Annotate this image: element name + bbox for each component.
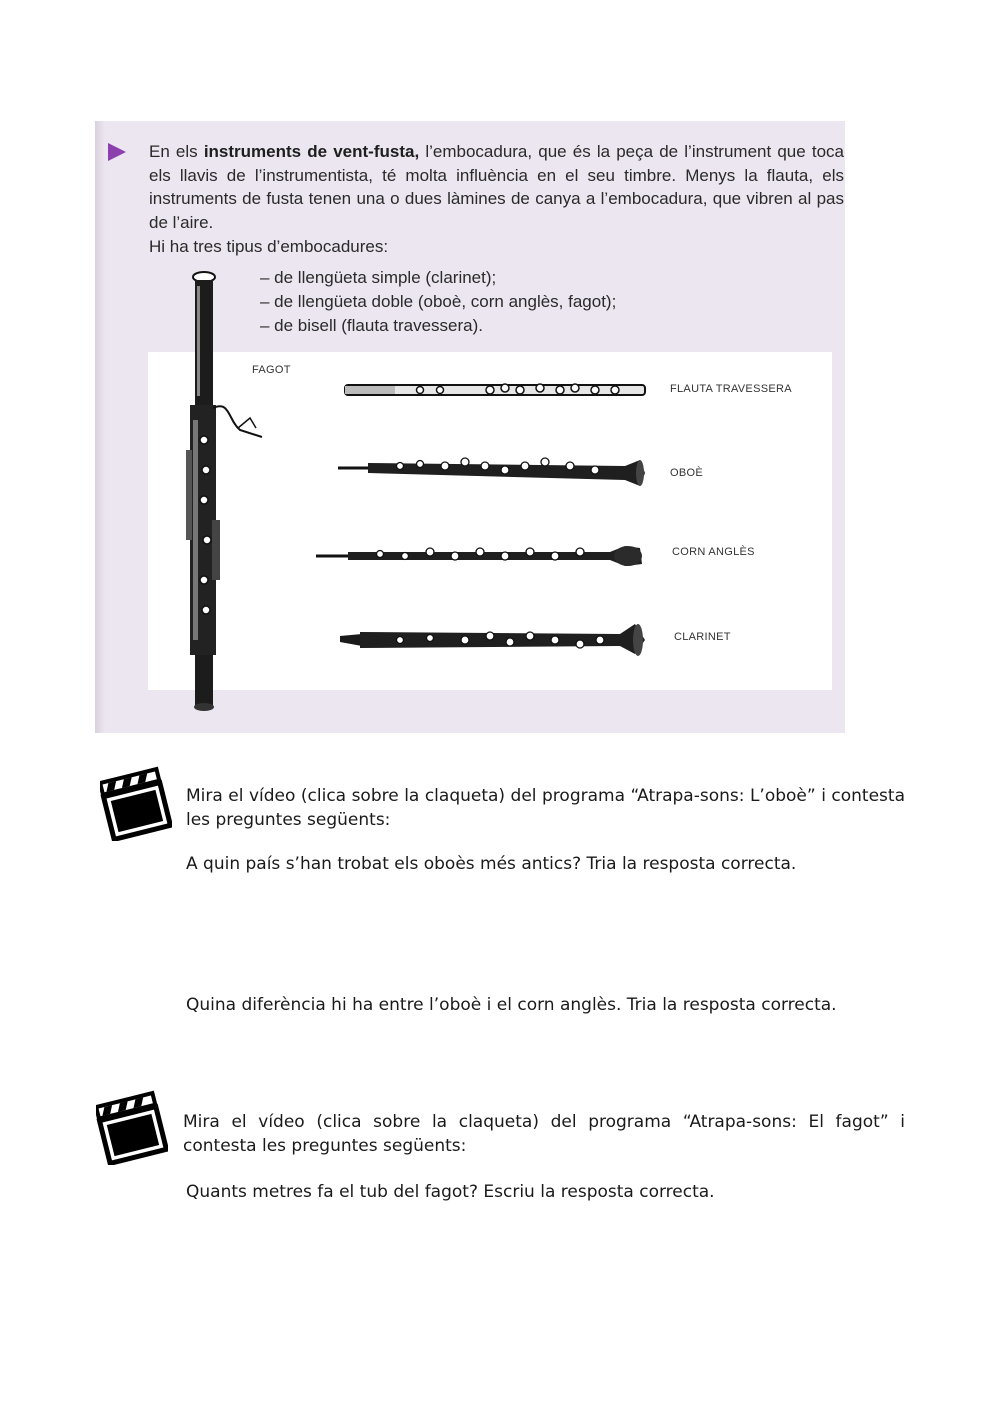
mouthpiece-types-intro: Hi ha tres tipus d’embocadures: (149, 237, 389, 256)
clarinet-drawing (340, 624, 645, 656)
question-bassoon-length: Quants metres fa el tub del fagot? Escriu la resposta correcta. (186, 1182, 715, 1202)
question-oboe-vs-corn: Quina diferència hi ha entre l’oboè i el corn anglès. Tria la resposta correcta. (186, 995, 837, 1015)
mouthpiece-type-item: – de bisell (flauta travessera). (260, 316, 483, 335)
video-instruction-oboe: Mira el vídeo (clica sobre la claqueta) del programa “Atrapa-sons: L’oboè” i contesta les preguntes següents: (186, 786, 905, 830)
mouthpiece-type-item: – de llengüeta simple (clarinet); (260, 268, 497, 287)
cor-anglais-drawing (316, 546, 642, 566)
intro-bold-term: instruments de vent-fusta, (203, 142, 420, 161)
label-flauta: FLAUTA TRAVESSERA (670, 383, 792, 395)
oboe-drawing (338, 458, 645, 486)
clapperboard-icon[interactable] (96, 1087, 168, 1165)
label-corn-angles: CORN ANGLÈS (672, 546, 755, 558)
label-clarinet: CLARINET (674, 631, 731, 643)
intro-rest: l’embocadura, que és la peça de l’instrument que toca els llavis de l’instrumentista, té molta influència en el seu timbre. Menys la flauta, els instruments de fusta tenen una o dues làmines de canya a l’embocadura, que vibren al pas de l’aire. (149, 142, 844, 232)
flute-drawing (345, 384, 645, 395)
label-oboe: OBOÈ (670, 467, 703, 479)
intro-prefix: En els (149, 142, 204, 161)
label-fagot: FAGOT (252, 364, 291, 376)
mouthpiece-type-item: – de llengüeta doble (oboè, corn anglès, fagot); (260, 292, 617, 311)
question-oldest-oboes: A quin país s’han trobat els oboès més antics? Tria la resposta correcta. (186, 854, 797, 874)
bassoon-drawing (186, 272, 262, 711)
video-instruction-fagot: Mira el vídeo (clica sobre la claqueta) del programa “Atrapa-sons: El fagot” i contesta les preguntes següents: (183, 1112, 905, 1156)
clapperboard-icon[interactable] (100, 763, 172, 841)
